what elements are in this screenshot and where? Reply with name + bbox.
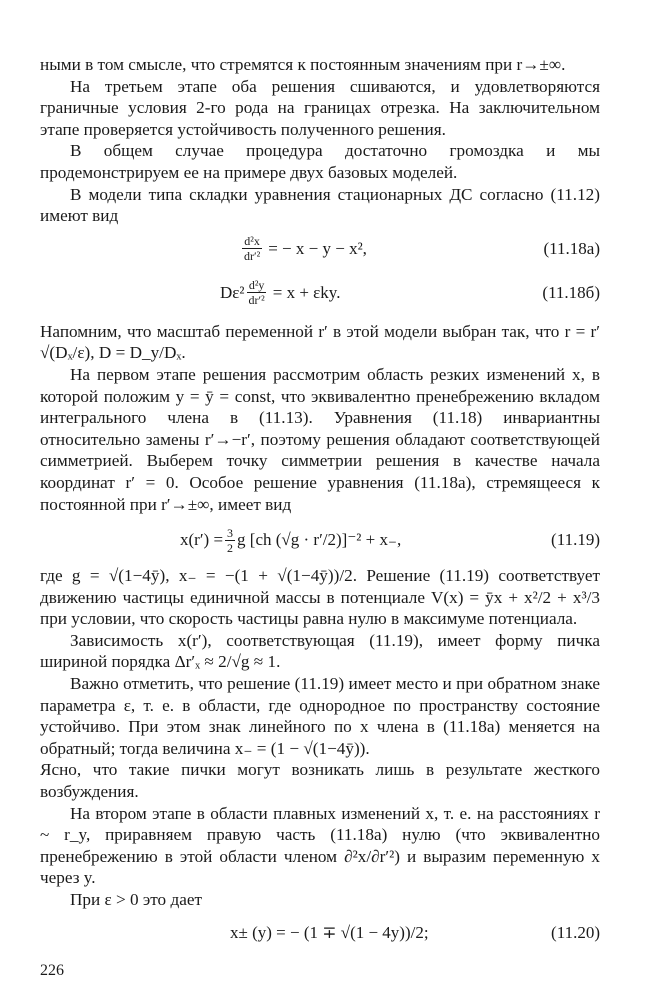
equation-number: (11.18б)	[542, 282, 600, 302]
equation-number: (11.18а)	[543, 238, 600, 258]
paragraph-1: ными в том смысле, что стремятся к постоянным значениям при r→±∞.	[40, 55, 566, 74]
paragraph-2: На третьем этапе оба решения сшиваются, и удовлетворяются граничные условия 2-го рода на границах отрезка. На заключительном этапе проверяется устойчивость полученного решения.	[40, 76, 600, 139]
paragraph-3: В общем случае процедура достаточно громоздка и мы продемонстрируем ее на примере двух базовых моделей.	[40, 141, 600, 182]
page-body	[40, 54, 600, 955]
equation-11-19	[40, 515, 600, 565]
paragraph-7: где g = √(1−4ȳ), x₋ = −(1 + √(1−4ȳ))/2. Решение (11.19) соответствует движению частицы единичной массы в потенциале V(x) = ȳx + x²/2 + x³/3 при условии, что скорость частицы равна нулю в максимуме потенциала.	[40, 566, 600, 629]
equation-11-20	[40, 911, 600, 955]
fraction: $\frac{3}{2}$	[227, 525, 234, 555]
page-number: 226	[40, 962, 64, 979]
fraction: $\frac{\text{d²y}}{\text{dr′²}}$	[248, 278, 265, 308]
equation-11-18b	[40, 271, 600, 315]
equation-prefix: Dε²	[220, 282, 245, 302]
equation-lhs: x(r′) =	[180, 530, 224, 550]
equation-number: (11.20)	[551, 922, 600, 942]
equation-number: (11.19)	[551, 530, 600, 550]
paragraph-8: Зависимость x(r′), соответствующая (11.19), имеет форму пичка шириной порядка Δr′ₓ ≈ 2/√g ≈ 1.	[40, 630, 600, 672]
equation-rhs: g [ch (√g · r′/2)]⁻² + x₋,	[237, 530, 402, 550]
paragraph-6: На первом этапе решения рассмотрим область резких изменений x, в которой положим y = ȳ = const, что эквивалентно пренебрежению вкладом интегрального члена в (11.13). Уравнения (11.18) инвариантны относительно замены r′→−r′, поэтому решения обладают соответствующей симметрией. Выберем точку симметрии решения в качестве начала координат r′ = 0. Особое решение уравнения (11.18а), стремящееся к постоянной при r′→±∞, имеет вид	[40, 364, 600, 514]
paragraph-10: Ясно, что такие пички могут возникать лишь в результате жесткого возбуждения.	[40, 760, 600, 802]
equation-rhs: = − x − y − x²,	[268, 238, 367, 258]
paragraph-4: В модели типа складки уравнения стационарных ДС согласно (11.12) имеют вид	[40, 184, 600, 226]
equation-rhs: = x + εky.	[272, 282, 341, 302]
paragraph-5: Напомним, что масштаб переменной r′ в этой модели выбран так, что r = r′ √(Dₓ/ε), D = D_y/Dₓ.	[40, 321, 600, 363]
paragraph-12: При ε > 0 это дает	[70, 890, 202, 909]
equation-11-18a	[40, 227, 600, 271]
paragraph-11: На втором этапе в области плавных изменений x, т. е. на расстояниях r ~ r_y, приравняем правую часть (11.18а) нулю (что эквивалентно пренебрежению в этой области членом ∂²x/∂r′²) и выразим переменную x через y.	[40, 803, 600, 888]
paragraph-9: Важно отметить, что решение (11.19) имеет место и при обратном знаке параметра ε, т. е. в области, где однородное по пространству состояние устойчиво. При этом знак линейного по x члена в (11.18а) меняется на обратный; тогда величина x₋ = (1 − √(1−4ȳ)).	[40, 674, 600, 758]
fraction: $\frac{\text{d²x}}{\text{dr′²}}$	[244, 234, 261, 264]
equation-body: x± (y) = − (1 ∓ √(1 − 4y))/2;	[230, 922, 429, 942]
